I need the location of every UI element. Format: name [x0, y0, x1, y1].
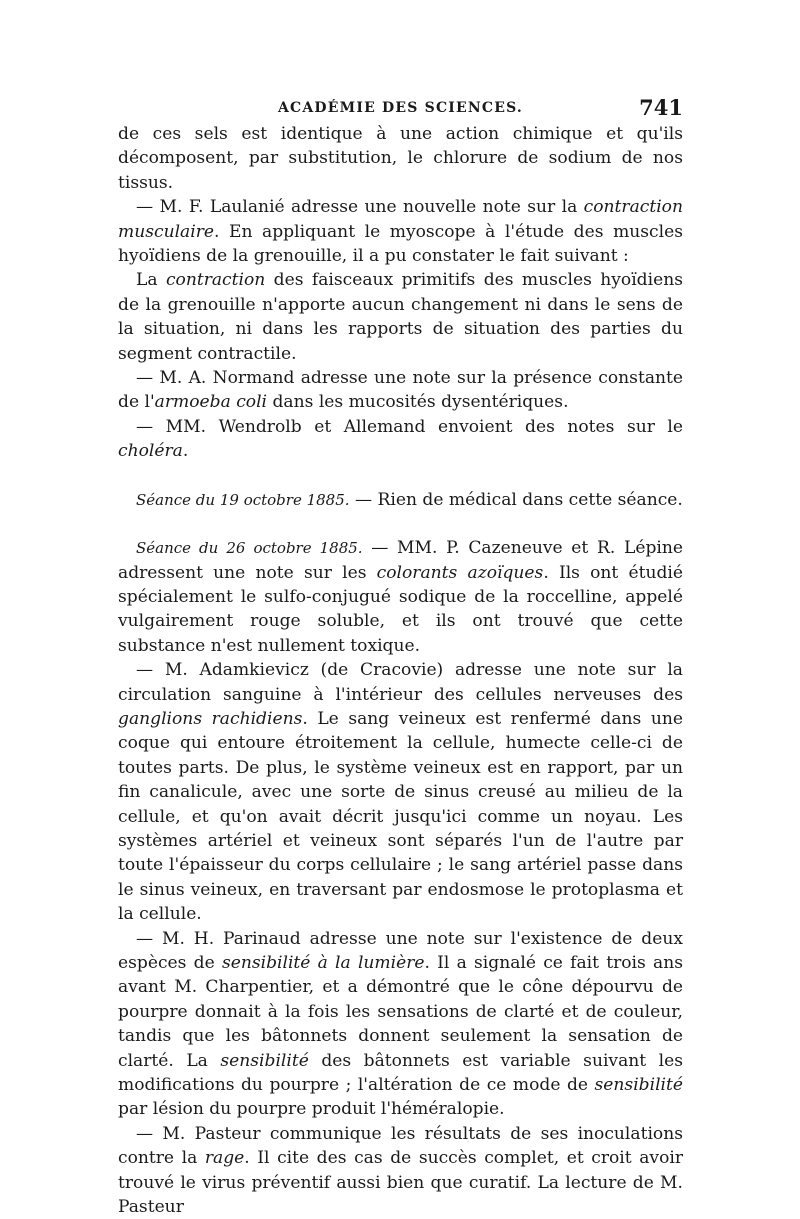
italic-term: sensibilité: [220, 1050, 309, 1071]
text-run: des bâtonnets est variable suivant les modifications du pourpre ; l'altération de ce mode de: [118, 1050, 683, 1096]
text-run: — M. Pasteur communique les résultats de ses inoculations contre la: [118, 1123, 683, 1169]
paragraph-pasteur: [118, 1122, 683, 1219]
text-run: — M. H. Parinaud adresse une note sur l'existence de deux espèces de: [118, 928, 683, 973]
running-head: ACADÉMIE DES SCIENCES.: [277, 100, 524, 116]
italic-term: ganglions rachidiens: [118, 708, 303, 729]
text-run: des faisceaux primitifs des muscles hyoïdiens de la grenouille n'apporte aucun changement ni dans le sens de la situation, ni dans les rapports de situation des parties du segment contractile.: [118, 270, 683, 364]
session-date: Séance du 26 octobre 1885.: [136, 539, 363, 558]
text-run: dans les mucosités dysentériques.: [267, 392, 569, 413]
italic-term: sensibilité à la lumière: [221, 953, 425, 973]
text-run: — M. Adamkievicz (de Cracovie) adresse une note sur la circulation sanguine à l'intérieur des cellules nerveuses des: [118, 660, 683, 705]
italic-term: armoeba coli: [154, 392, 268, 413]
paragraph-adamkievicz: [118, 658, 683, 926]
spacer: [118, 512, 683, 536]
text-run: — Rien de médical dans cette séance.: [349, 489, 683, 510]
text-run: — M. F. Laulanié adresse une nouvelle note sur la: [136, 197, 584, 218]
text-run: de ces sels est identique à une action chimique et qu'ils décomposent, par substitution, le chlorure de sodium de nos tissus.: [118, 124, 683, 193]
text-run: . Il cite des cas de succès complet, et croit avoir trouvé le virus préventif aussi bien que curatif. La lecture de M. Pasteur: [118, 1148, 683, 1218]
italic-term: contraction: [165, 270, 266, 291]
paragraph-wendrolb: [118, 415, 683, 464]
paragraph-seance-26: [118, 536, 683, 658]
body-text: [118, 122, 683, 1219]
italic-term: colorants azoïques: [376, 562, 544, 583]
italic-term: choléra: [118, 441, 183, 462]
text-run: . Il a signalé ce fait trois ans avant M. Charpentier, et a démontré que le cône dépourvu de pourpre donnait à la fois les sensations de clarté et de couleur, tandis que les bâtonnets donnent seulement la sensation de clarté. La: [118, 953, 684, 1071]
italic-term: contraction musculaire: [118, 197, 683, 242]
paragraph-normand: [118, 366, 683, 415]
paragraph-contraction: [118, 268, 683, 366]
paragraph-continuation: [118, 122, 683, 195]
italic-term: rage: [204, 1148, 245, 1169]
page-header: [118, 95, 683, 124]
paragraph-parinaud: [118, 927, 683, 1122]
session-date: Séance du 19 octobre 1885.: [136, 490, 350, 509]
text-run: — M. A. Normand adresse une note sur la présence constante de l': [118, 368, 683, 413]
spacer: [118, 464, 683, 488]
italic-term: sensibilité: [594, 1075, 683, 1096]
text-run: par lésion du pourpre produit l'héméralopie.: [118, 1099, 505, 1120]
text-run: . En appliquant le myoscope à l'étude des muscles hyoïdiens de la grenouille, il a pu constater le fait suivant :: [118, 221, 683, 267]
page-number: 741: [639, 95, 683, 120]
text-run: .: [182, 441, 189, 462]
text-run: — MM. P. Cazeneuve et R. Lépine adressent une note sur les: [118, 538, 683, 583]
paragraph-seance-19: [118, 488, 683, 512]
text-run: . Ils ont étudié spécialement le sulfo-conjugué sodique de la roccelline, appelé vulgairement rouge soluble, et ils ont trouvé que cette substance n'est nullement toxique.: [118, 562, 684, 656]
text-run: . Le sang veineux est renfermé dans une coque qui entoure étroitement la cellule, humecte celle-ci de toutes parts. De plus, le système veineux est en rapport, par un fin canalicule, avec une sorte de sinus creusé au milieu de la cellule, et qu'on avait décrit jusqu'ici comme un noyau. Les systèmes artériel et veineux sont séparés l'un de l'autre par toute l'épaisseur du corps cellulaire ; le sang artériel passe dans le sinus veineux, en traversant par endosmose le protoplasma et la cellule.: [118, 708, 683, 925]
paragraph-laulanie: [118, 195, 683, 268]
text-run: — MM. Wendrolb et Allemand envoient des notes sur le: [136, 416, 683, 437]
text-run: La: [136, 270, 166, 291]
